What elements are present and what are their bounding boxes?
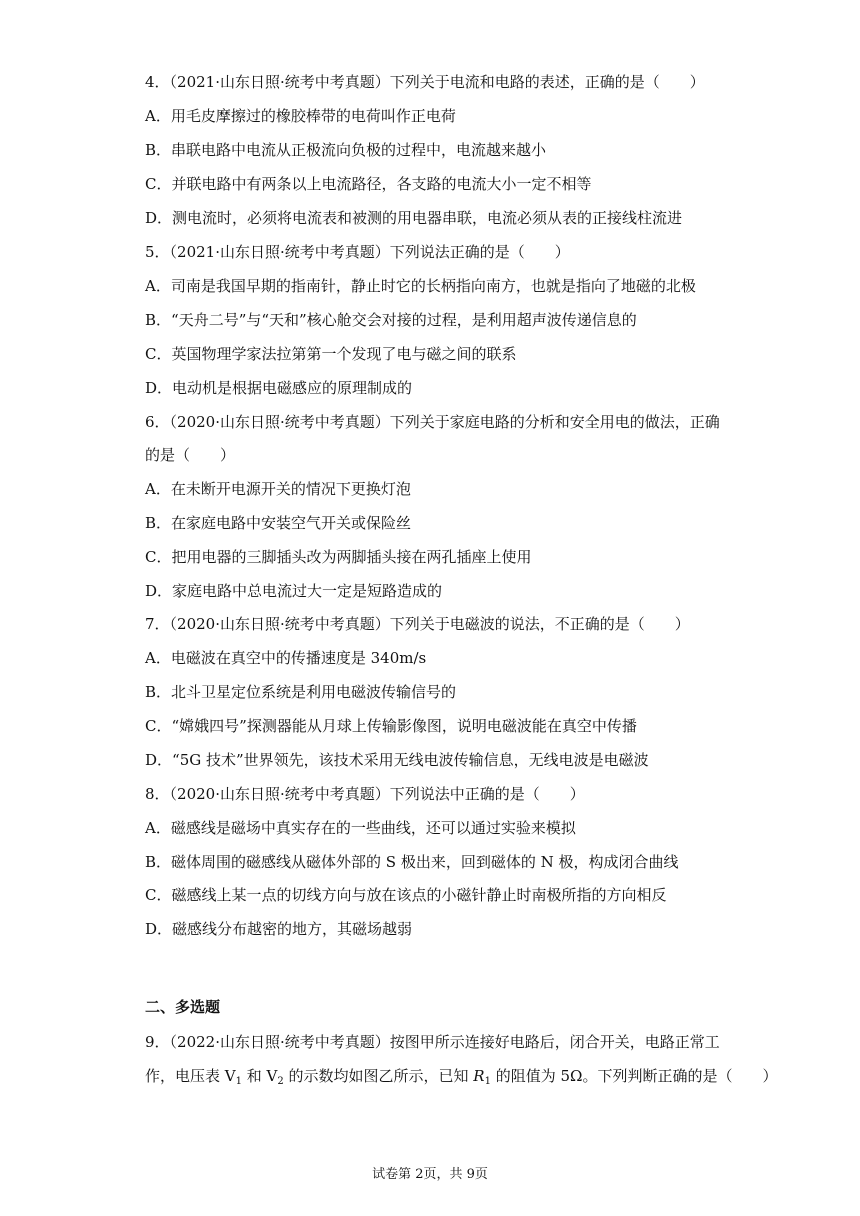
q8-option-b: B．磁体周围的磁感线从磁体外部的 S 极出来，回到磁体的 N 极，构成闭合曲线 [145,853,679,871]
q9-text-a: 作，电压表 V [145,1067,236,1085]
q7-option-a: A．电磁波在真空中的传播速度是 340m/s [145,649,427,667]
q4-stem: 4．（2021·山东日照·统考中考真题）下列关于电流和电路的表述，正确的是（ ） [145,73,705,91]
q4-option-b: B．串联电路中电流从正极流向负极的过程中，电流越来越小 [145,141,547,159]
q9-text-d: 的阻值为 5Ω。下列判断正确的是（ ） [490,1067,778,1085]
q6-option-a: A．在未断开电源开关的情况下更换灯泡 [145,480,411,498]
q5-option-d: D．电动机是根据电磁感应的原理制成的 [145,379,413,397]
q9-resistor-symbol: R [473,1067,485,1085]
q9-resistor-subscript: 1 [484,1076,491,1087]
q9-v1-subscript: 1 [235,1076,242,1087]
q6-stem-line1: 6．（2020·山东日照·统考中考真题）下列关于家庭电路的分析和安全用电的做法，正确 [145,413,720,431]
q5-option-a: A．司南是我国早期的指南针，静止时它的长柄指向南方，也就是指向了地磁的北极 [145,277,696,295]
q9-text-c: 的示数均如图乙所示，已知 [283,1067,474,1085]
q6-stem-line2: 的是（ ） [145,446,236,464]
q7-option-c: C．“嫦娥四号”探测器能从月球上传输影像图，说明电磁波能在真空中传播 [145,717,637,735]
q8-stem: 8．（2020·山东日照·统考中考真题）下列说法中正确的是（ ） [145,785,585,803]
q9-stem-line1: 9．（2022·山东日照·统考中考真题）按图甲所示连接好电路后，闭合开关，电路正常工 [145,1033,720,1051]
q5-option-c: C．英国物理学家法拉第第一个发现了电与磁之间的联系 [145,345,517,363]
q9-v2-subscript: 2 [277,1076,284,1087]
q6-option-d: D．家庭电路中总电流过大一定是短路造成的 [145,582,443,600]
q4-option-a: A．用毛皮摩擦过的橡胶棒带的电荷叫作正电荷 [145,107,456,125]
q8-option-d: D．磁感线分布越密的地方，其磁场越弱 [145,920,413,938]
q7-stem: 7．（2020·山东日照·统考中考真题）下列关于电磁波的说法，不正确的是（ ） [145,615,690,633]
q4-option-c: C．并联电路中有两条以上电流路径，各支路的电流大小一定不相等 [145,175,592,193]
page-footer: 试卷第 2页，共 9页 [372,1167,488,1182]
q5-option-b: B．“天舟二号”与“天和”核心舱交会对接的过程，是利用超声波传递信息的 [145,311,637,329]
section-heading-multiple-choice: 二、多选题 [145,998,221,1016]
q9-text-b: 和 V [241,1067,278,1085]
q8-option-c: C．磁感线上某一点的切线方向与放在该点的小磁针静止时南极所指的方向相反 [145,886,667,904]
q4-option-d: D．测电流时，必须将电流表和被测的用电器串联，电流必须从表的正接线柱流进 [145,209,683,227]
q9-stem-line2 [145,1066,777,1086]
q7-option-d: D．“5G 技术”世界领先，该技术采用无线电波传输信息，无线电波是电磁波 [145,751,649,769]
q6-option-c: C．把用电器的三脚插头改为两脚插头接在两孔插座上使用 [145,548,532,566]
q8-option-a: A．磁感线是磁场中真实存在的一些曲线，还可以通过实验来模拟 [145,819,576,837]
q7-option-b: B．北斗卫星定位系统是利用电磁波传输信号的 [145,683,457,701]
q6-option-b: B．在家庭电路中安装空气开关或保险丝 [145,514,412,532]
q5-stem: 5．（2021·山东日照·统考中考真题）下列说法正确的是（ ） [145,243,570,261]
